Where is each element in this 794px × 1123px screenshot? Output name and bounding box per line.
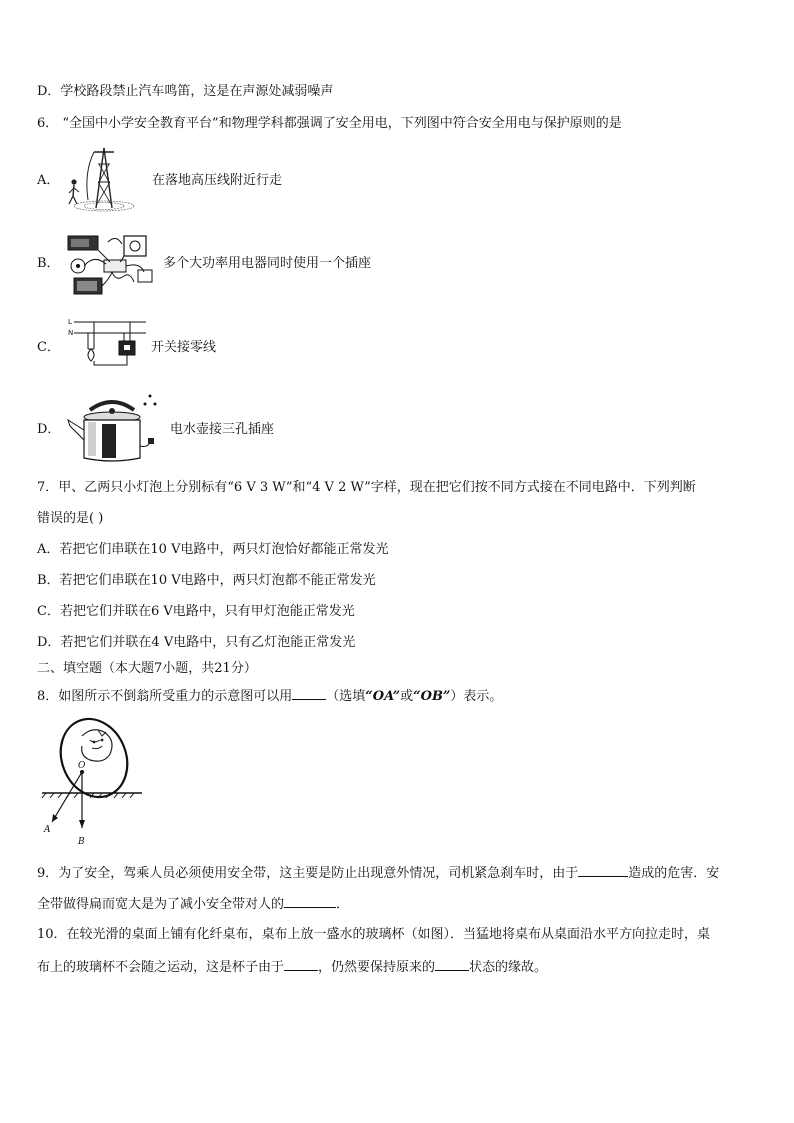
q8-choice-ob: “OB” [413,689,451,704]
q7-stem-line1: 7．甲、乙两只小灯泡上分别标有“6 V 3 W”和“4 V 2 W”字样，现在把它们按不同方式接在不同电路中．下列判断 [37,480,696,495]
q6-option-c-label: C． [37,340,60,355]
q9-line2-post: ． [336,897,350,912]
q8-stem-post: ）表示。 [450,689,503,704]
q9-line1-pre: 9．为了安全，驾乘人员必须使用安全带，这主要是防止出现意外情况，司机紧急刹车时，由于 [37,866,579,881]
q10-line2-pre: 布上的玻璃杯不会随之运动，这是杯子由于 [37,960,285,975]
q10-line2 [37,958,547,976]
q9-line1-post: 造成的危害．安 [628,866,720,881]
q8-stem-pre: 8．如图所示不倒翁所受重力的示意图可以用 [37,689,293,704]
q9-line2-pre: 全带做得扁而宽大是为了减小安全带对人的 [37,897,285,912]
q7-option-c: C．若把它们并联在6 V电路中，只有甲灯泡能正常发光 [37,604,355,619]
q5-option-d: D．学校路段禁止汽车鸣笛，这是在声源处减弱噪声 [37,84,334,99]
q7-option-d: D．若把它们并联在4 V电路中，只有乙灯泡能正常发光 [37,635,356,650]
appliances-socket-icon [64,232,160,298]
label-a: A [44,825,51,835]
q8-blank[interactable] [292,687,326,700]
label-o: O [78,761,86,771]
q10-blank-1[interactable] [284,958,318,971]
wire-label-l: L [68,318,72,326]
tumbler-diagram [38,716,148,850]
q6-option-d-text: 电水壶接三孔插座 [170,422,275,437]
q6-option-c-text: 开关接零线 [151,340,217,355]
q6-option-a-label: A． [37,173,60,188]
q7-option-a: A．若把它们串联在10 V电路中，两只灯泡恰好都能正常发光 [37,542,389,557]
switch-circuit-icon [64,315,148,371]
high-voltage-tower-icon [64,142,144,214]
label-b: B [78,837,85,847]
q6-stem: 6． “全国中小学安全教育平台”和物理学科都强调了安全用电，下列图中符合安全用电与保护原则的是 [37,116,622,131]
q9-line1 [37,864,719,882]
wire-label-n: N [68,329,74,337]
q6-option-b-label: B． [37,256,60,271]
q6-option-b-text: 多个大功率用电器同时使用一个插座 [163,256,372,271]
q9-blank-1[interactable] [578,864,628,877]
q7-option-b: B．若把它们串联在10 V电路中，两只灯泡都不能正常发光 [37,573,376,588]
q9-blank-2[interactable] [284,895,336,908]
q10-line1: 10．在较光滑的桌面上铺有化纤桌布，桌布上放一盛水的玻璃杯（如图）．当猛地将桌布从桌面沿水平方向拉走时，桌 [37,927,711,942]
q6-option-a-text: 在落地高压线附近行走 [152,173,283,188]
q10-blank-2[interactable] [435,958,469,971]
kettle-icon [62,390,168,464]
q8-stem [37,687,502,705]
q9-line2 [37,895,349,913]
q8-stem-mid: （选填 [326,689,366,704]
section-title-fill-in: 二、填空题（本大题7小题，共21分） [37,661,257,676]
q6-option-d-label: D． [37,422,61,437]
q8-stem-or: 或 [400,689,414,704]
q10-line2-mid: ，仍然要保持原来的 [318,960,436,975]
q10-line2-post: 状态的缘故。 [469,960,548,975]
q8-choice-oa: “OA” [365,689,401,704]
q7-stem-line2: 错误的是( ) [37,511,104,526]
